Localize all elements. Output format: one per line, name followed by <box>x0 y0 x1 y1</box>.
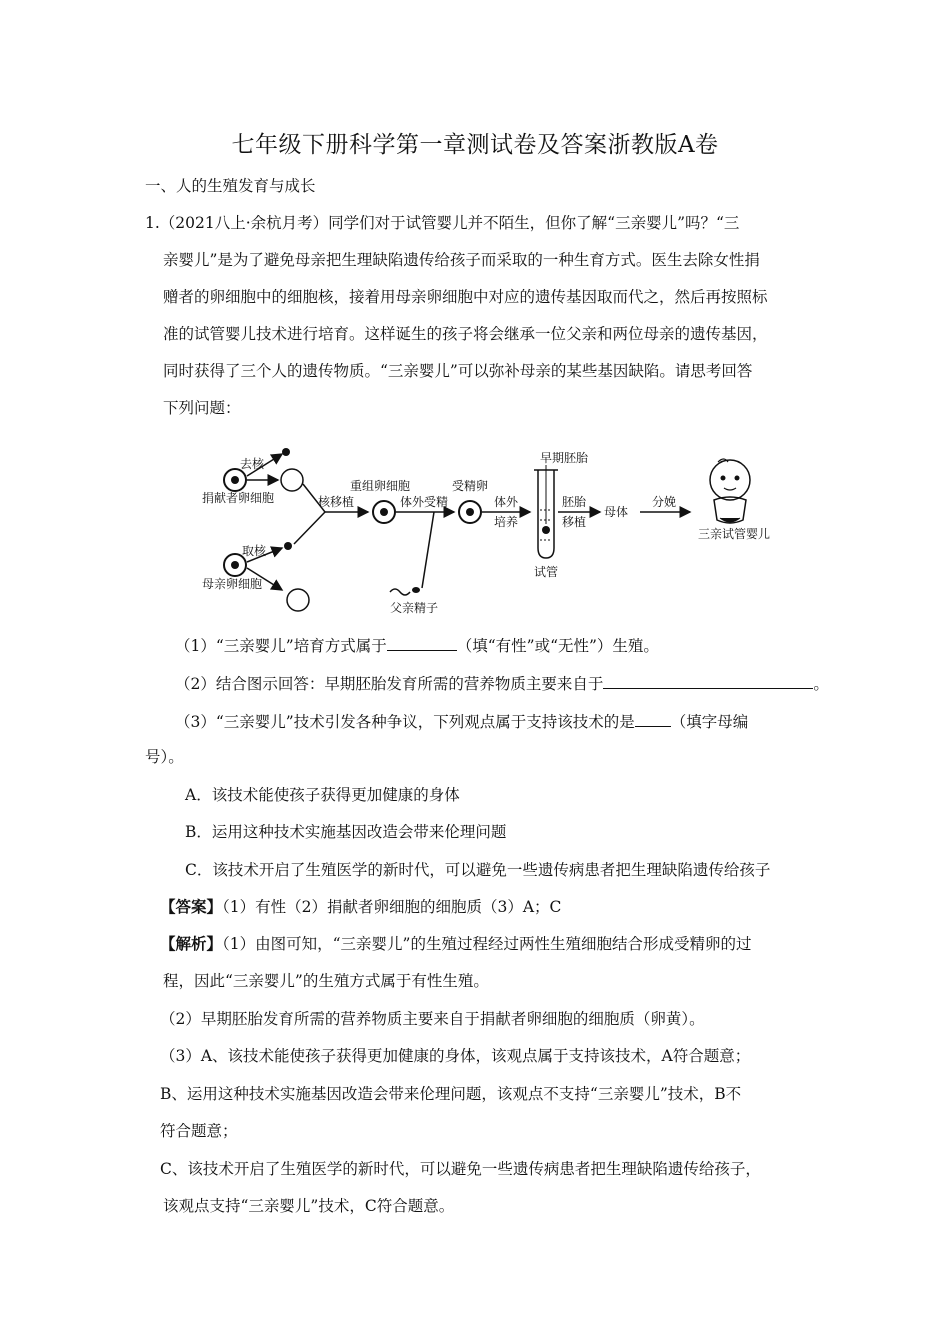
enucleated-egg <box>281 469 303 491</box>
sub-question-1-text: （1）“三亲婴儿”培育方式属于 <box>175 637 387 655</box>
analysis-line-2: 程，因此“三亲婴儿”的生殖方式属于有性生殖。 <box>163 972 489 990</box>
analysis-line-5: B、运用这种技术实施基因改造会带来伦理问题，该观点不支持“三亲婴儿”技术，B不 <box>160 1085 742 1103</box>
answer-blank-3[interactable] <box>635 710 671 727</box>
sperm-head <box>412 587 420 593</box>
question-line: 亲婴儿”是为了避免母亲把生理缺陷遗传给孩子而采取的一种生育方式。医生去除女性捐 <box>163 251 760 269</box>
mother-egg-label: 母亲卵细胞 <box>202 577 263 591</box>
analysis-line-4: （3）A、该技术能使孩子获得更加健康的身体，该观点属于支持该技术，A符合题意； <box>160 1047 751 1065</box>
fertilized-egg-cell <box>459 501 481 523</box>
sub-question-3 <box>175 710 748 733</box>
delivery-label: 分娩 <box>652 495 677 509</box>
analysis-label: 【解析】 <box>160 934 223 953</box>
option-b: B．运用这种技术实施基因改造会带来伦理问题 <box>185 823 507 841</box>
sub-question-3-cont: 号）。 <box>145 748 184 766</box>
sub-question-1 <box>175 634 659 657</box>
baby-label: 三亲试管婴儿 <box>698 527 771 541</box>
test-tube-label: 试管 <box>534 565 559 579</box>
three-parent-baby-diagram <box>190 440 790 620</box>
question-line: 1.（2021八上·余杭月考）同学们对于试管婴儿并不陌生，但你了解“三亲婴儿”吗？“三 <box>145 214 740 232</box>
answer-blank-2[interactable] <box>603 672 813 689</box>
early-embryo-label: 早期胚胎 <box>540 451 589 465</box>
analysis-text: （1）由图可知，“三亲婴儿”的生殖过程经过两性生殖细胞结合形成受精卵的过 <box>222 935 752 953</box>
question-line: 赠者的卵细胞中的细胞核，接着用母亲卵细胞中对应的遗传基因取而代之，然后再按照标 <box>163 288 768 306</box>
sub-question-2-text: （2）结合图示回答：早期胚胎发育所需的营养物质主要来自于 <box>175 675 604 693</box>
baby-illustration <box>710 459 750 523</box>
embryo-transfer-label-2: 移植 <box>562 515 587 529</box>
analysis-line-1 <box>160 933 751 955</box>
culture-label-1: 体外 <box>494 495 519 509</box>
page-title: 七年级下册科学第一章测试卷及答案浙教版A卷 <box>231 132 719 158</box>
sperm-tail <box>390 589 410 595</box>
donor-egg-label: 捐献者卵细胞 <box>202 491 275 505</box>
culture-label-2: 培养 <box>494 515 519 529</box>
option-a: A．该技术能使孩子获得更加健康的身体 <box>185 786 460 804</box>
mother-body-label: 母体 <box>604 505 629 519</box>
remove-nucleus-label: 去核 <box>240 457 265 471</box>
answer-text: （1）有性（2）捐献者卵细胞的细胞质（3）A；C <box>222 898 562 916</box>
answer-block <box>160 896 561 918</box>
question-line: 下列问题： <box>163 399 241 417</box>
question-line: 同时获得了三个人的遗传物质。“三亲婴儿”可以弥补母亲的某些基因缺陷。请思考回答 <box>163 362 753 380</box>
donor-egg-cell <box>224 469 246 491</box>
option-c: C．该技术开启了生殖医学的新时代，可以避免一些遗传病患者把生理缺陷遗传给孩子 <box>185 861 771 879</box>
nuclear-transfer-label: 核移植 <box>318 495 355 509</box>
removed-nucleus-dot <box>282 448 290 456</box>
sub-question-1-hint: （填“有性”或“无性”）生殖。 <box>456 637 659 655</box>
analysis-line-7: C、该技术开启了生殖医学的新时代，可以避免一些遗传病患者把生理缺陷遗传给孩子， <box>160 1160 761 1178</box>
recombined-egg-label: 重组卵细胞 <box>350 479 411 493</box>
sub-question-2 <box>175 672 829 695</box>
question-line: 准的试管婴儿技术进行培育。这样诞生的孩子将会继承一位父亲和两位母亲的遗传基因， <box>163 325 768 343</box>
fertilized-egg-label: 受精卵 <box>452 479 489 493</box>
analysis-line-3: （2）早期胚胎发育所需的营养物质主要来自于捐献者卵细胞的细胞质（卵黄）。 <box>160 1010 705 1028</box>
father-sperm-label: 父亲精子 <box>390 601 439 615</box>
analysis-line-8: 该观点支持“三亲婴儿”技术，C符合题意。 <box>163 1197 455 1215</box>
embryo-transfer-label-1: 胚胎 <box>562 495 587 509</box>
sub-question-2-end: 。 <box>813 675 829 693</box>
take-nucleus-label: 取核 <box>242 544 267 558</box>
mother-egg-remains <box>287 589 309 611</box>
sub-question-3-text: （3）“三亲婴儿”技术引发各种争议，下列观点属于支持该技术的是 <box>175 713 635 731</box>
analysis-line-6: 符合题意； <box>160 1122 238 1140</box>
answer-label: 【答案】 <box>160 897 223 916</box>
answer-blank-1[interactable] <box>387 634 457 651</box>
taken-nucleus-dot <box>284 542 292 550</box>
sub-question-3-hint: （填字母编 <box>670 713 749 731</box>
recombined-egg-cell <box>373 501 395 523</box>
ivf-label: 体外受精 <box>400 495 449 509</box>
section-heading: 一、人的生殖发育与成长 <box>145 177 316 195</box>
